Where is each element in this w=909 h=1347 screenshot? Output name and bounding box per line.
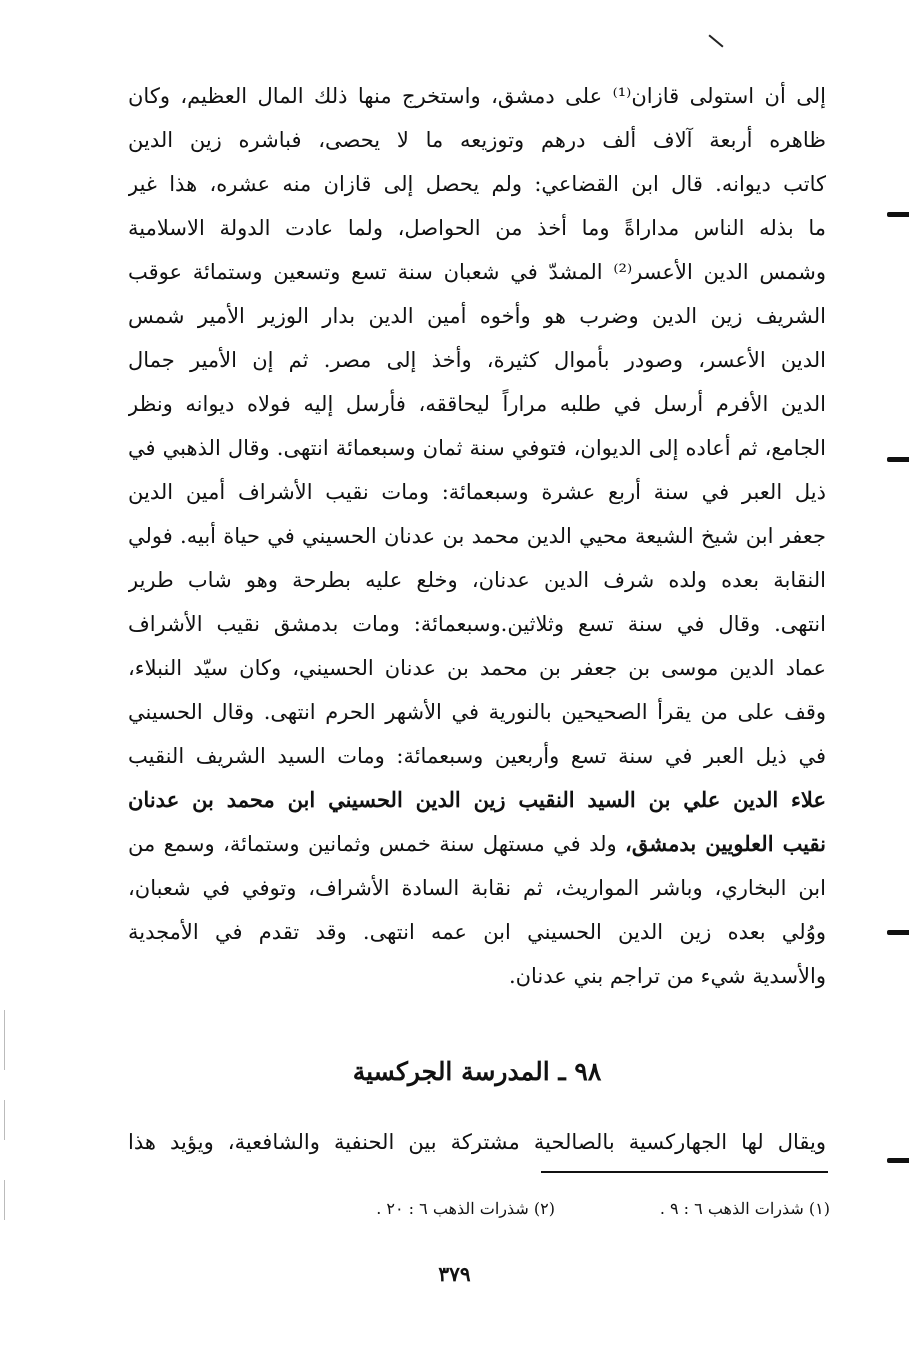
- text-line: ما بذله الناس مداراةً وما أخذ من الحواصل، ولما عادت الدولة الاسلامية: [128, 216, 826, 240]
- text-line: والأسدية شيء من تراجم بني عدنان.: [508, 964, 826, 988]
- text-line: الشريف زين الدين وضرب هو وأخوه أمين الدين بدار الوزير الأمير شمس: [128, 304, 826, 328]
- text-line: كاتب ديوانه. قال ابن القضاعي: ولم يحصل إلى قازان منه عشره، هذا غير: [128, 172, 826, 196]
- body-text: [128, 74, 826, 998]
- scan-corner-mark: [708, 34, 723, 47]
- scan-edge-line: [4, 1010, 5, 1070]
- scan-edge-line: [4, 1180, 5, 1220]
- text-line: الجامع، ثم أعاده إلى الديوان، فتوفي سنة ثمان وسبعمائة انتهى. وقال الذهبي في: [128, 436, 826, 460]
- footnote-2: (٢) شذرات الذهب ٦ : ٢٠ .: [376, 1199, 555, 1218]
- text-line: النقابة بعده ولده شرف الدين عدنان، وخلع عليه بطرحة وهو شاب طرير: [128, 568, 826, 592]
- text-line: ويقال لها الجهاركسية بالصالحية مشتركة بين الحنفية والشافعية، ويؤيد هذا: [128, 1130, 826, 1154]
- margin-mark: [887, 457, 909, 462]
- text-line: انتهى. وقال في سنة تسع وثلاثين.وسبعمائة: ومات بدمشق نقيب الأشراف: [128, 612, 826, 636]
- footnotes: [260, 1194, 830, 1224]
- text-line: إلى أن استولى قازان⁽¹⁾ على دمشق، واستخرج منها ذلك المال العظيم، وكان: [128, 84, 826, 108]
- margin-mark: [887, 1158, 909, 1163]
- text-line: ووُلي بعده زين الدين الحسيني ابن عمه انتهى. وقد تقدم في الأمجدية: [128, 920, 826, 944]
- text-line: في ذيل العبر في سنة تسع وأربعين وسبعمائة: ومات السيد الشريف النقيب: [128, 744, 826, 768]
- footnote-rule: [541, 1171, 828, 1173]
- bold-text-line: [128, 778, 826, 822]
- bold-title-text: نقيب العلويين بدمشق،: [625, 831, 826, 856]
- bold-name-text: علاء الدين علي بن السيد النقيب زين الدين الحسيني ابن محمد بن عدنان: [128, 787, 826, 812]
- text-line: ابن البخاري، وباشر المواريث، ثم نقابة السادة الأشراف، وتوفي في شعبان،: [128, 876, 826, 900]
- text-line: ذيل العبر في سنة أربع عشرة وسبعمائة: ومات نقيب الأشراف أمين الدين: [128, 480, 826, 504]
- text-line: الدين الأعسر، وصودر بأموال كثيرة، وأخذ إلى مصر. ثم إن الأمير جمال: [128, 348, 826, 372]
- margin-mark: [887, 212, 909, 217]
- footnote-1: (١) شذرات الذهب ٦ : ٩ .: [659, 1199, 830, 1218]
- text-line: جعفر ابن شيخ الشيعة محيي الدين محمد بن عدنان الحسيني في حياة أبيه. فولي: [128, 524, 826, 548]
- text-line: وشمس الدين الأعسر⁽²⁾ المشدّ في شعبان سنة تسع وتسعين وستمائة عوقب: [128, 260, 826, 284]
- text-line: عماد الدين موسى بن جعفر بن محمد بن عدنان الحسيني، وكان سيّد النبلاء،: [128, 656, 826, 680]
- text-line: الدين الأفرم أرسل في طلبه مراراً ليحاققه، فأرسل إليه فولاه ديوانه ونظر: [128, 392, 826, 416]
- text-line: [128, 822, 826, 866]
- scan-edge-line: [4, 1100, 5, 1140]
- page-number: ٣٧٩: [438, 1262, 471, 1286]
- text-line: وقف على من يقرأ الصحيحين بالنورية في الأشهر الحرم انتهى. وقال الحسيني: [128, 700, 826, 724]
- text-line-rest: ولد في مستهل سنة خمس وثمانين وستمائة، وسمع من: [128, 832, 626, 856]
- text-line: ظاهره أربعة آلاف ألف درهم وتوزيعه ما لا يحصى، فباشره زين الدين: [128, 128, 826, 152]
- section-heading: ٩٨ ـ المدرسة الجركسية: [352, 1057, 602, 1086]
- margin-mark: [887, 930, 909, 935]
